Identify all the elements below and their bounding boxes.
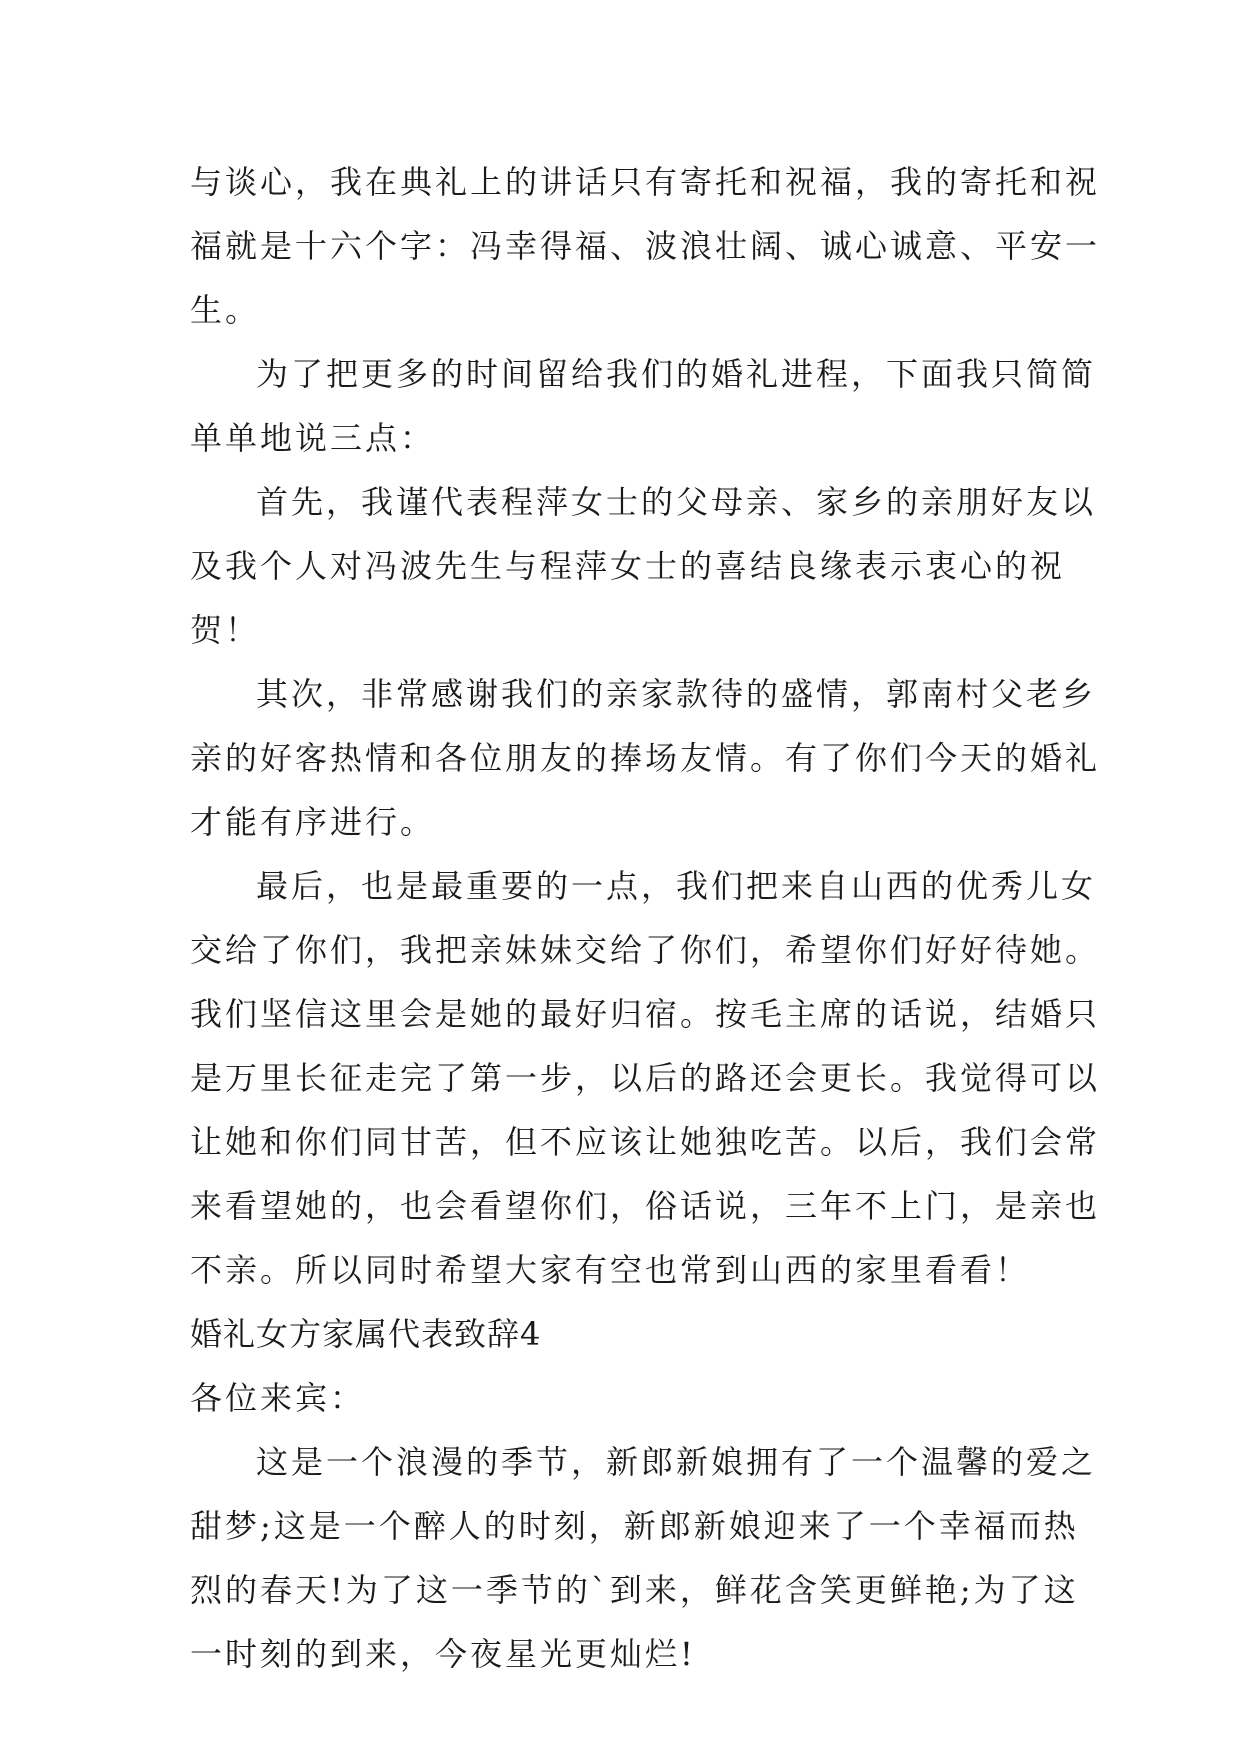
text-line: 交给了你们，我把亲妹妹交给了你们，希望你们好好待她。 <box>190 931 1101 969</box>
text-line: 生。 <box>190 291 261 329</box>
section-heading: 婚礼女方家属代表致辞4 <box>190 1315 542 1353</box>
text-line: 亲的好客热情和各位朋友的捧场友情。有了你们今天的婚礼 <box>190 739 1101 777</box>
text-line: 单单地说三点： <box>190 419 436 457</box>
paragraph-start-line: 其次，非常感谢我们的亲家款待的盛情，郭南村父老乡 <box>256 675 1097 713</box>
paragraph-start-line: 最后，也是最重要的一点，我们把来自山西的优秀儿女 <box>256 867 1097 905</box>
text-line: 我们坚信这里会是她的最好归宿。按毛主席的话说，结婚只 <box>190 995 1101 1033</box>
text-line: 烈的春天!为了这一季节的`到来，鲜花含笑更鲜艳;为了这 <box>190 1571 1079 1609</box>
text-line: 福就是十六个字：冯幸得福、波浪壮阔、诚心诚意、平安一 <box>190 227 1101 265</box>
document-body <box>190 162 1101 1698</box>
paragraph-start-line: 为了把更多的时间留给我们的婚礼进程，下面我只简简 <box>256 355 1097 393</box>
text-line: 及我个人对冯波先生与程萍女士的喜结良缘表示衷心的祝 <box>190 547 1066 585</box>
text-line: 贺！ <box>190 611 261 649</box>
text-line: 与谈心，我在典礼上的讲话只有寄托和祝福，我的寄托和祝 <box>190 163 1101 201</box>
text-line: 让她和你们同甘苦，但不应该让她独吃苦。以后，我们会常 <box>190 1123 1101 1161</box>
text-line: 是万里长征走完了第一步，以后的路还会更长。我觉得可以 <box>190 1059 1101 1097</box>
text-line: 来看望她的，也会看望你们，俗话说，三年不上门，是亲也 <box>190 1187 1101 1225</box>
text-line: 才能有序进行。 <box>190 803 436 841</box>
salutation-line: 各位来宾： <box>190 1379 366 1417</box>
paragraph-start-line: 首先，我谨代表程萍女士的父母亲、家乡的亲朋好友以 <box>256 483 1097 521</box>
paragraph-start-line: 这是一个浪漫的季节，新郎新娘拥有了一个温馨的爱之 <box>256 1443 1097 1481</box>
text-line: 甜梦;这是一个醉人的时刻，新郎新娘迎来了一个幸福而热 <box>190 1507 1079 1545</box>
text-line: 一时刻的到来，今夜星光更灿烂! <box>190 1635 696 1673</box>
text-line: 不亲。所以同时希望大家有空也常到山西的家里看看！ <box>190 1251 1031 1289</box>
